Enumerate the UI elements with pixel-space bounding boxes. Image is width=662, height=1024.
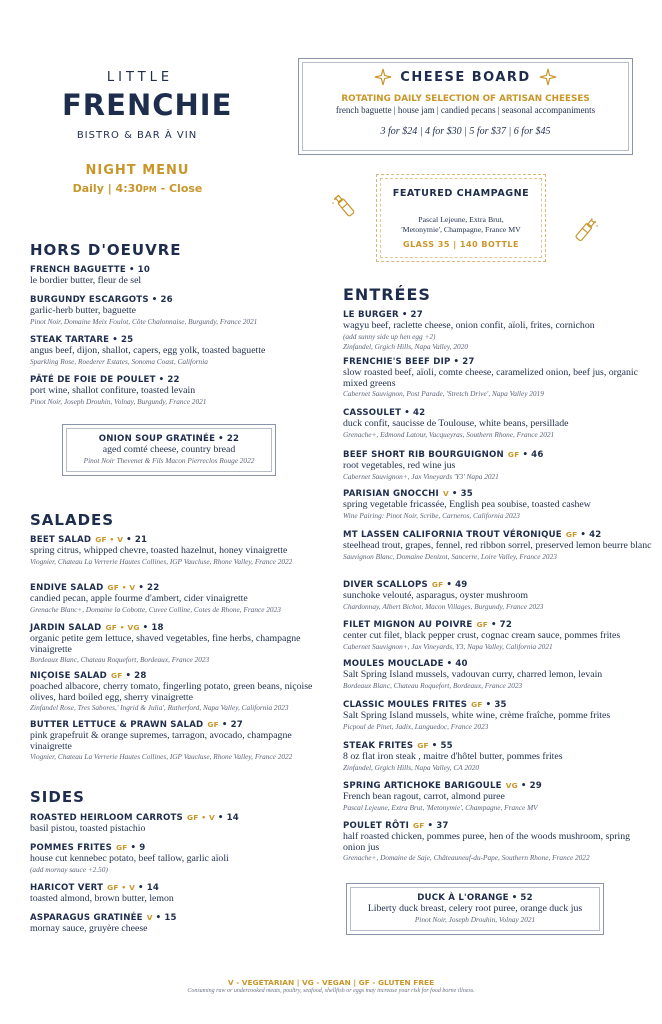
logo-tagline: BISTRO & BAR À VIN (76, 130, 198, 141)
menu-item-poulet-roti (343, 820, 653, 863)
item-wine: Cabernet Sauvignon+, Jax Vineyards 'Y3' Napa 2021 (343, 471, 499, 481)
menu-item-moules-mouclade (343, 659, 653, 691)
menu-item-frenchie-s-beef-dip (343, 357, 653, 399)
duck-desc: Liberty duck breast, celery root puree, orange duck jus (367, 903, 583, 914)
bullet-icon: • (125, 671, 132, 681)
item-wine: Zinfandel Rose, Tres Sabores,' Ingrid & Julia', Rutherford, Napa Valley, California 2023 (30, 703, 289, 712)
item-name: NIÇOISE SALAD (30, 671, 107, 681)
item-name: LE BURGER (343, 310, 399, 320)
menu-item-cassoulet (343, 408, 653, 440)
diet-tag: V (442, 489, 449, 498)
bullet-icon: • (158, 375, 165, 385)
diet-tag: GF (507, 450, 520, 459)
hours-suffix: - Close (156, 182, 203, 195)
diet-tag: GF (115, 843, 128, 852)
item-desc: spring citrus, whipped chevre, toasted hazelnut, honey vinaigrette (30, 545, 288, 556)
hours-prefix: Daily | 4:30 (72, 182, 143, 195)
bullet-icon: • (112, 335, 118, 345)
menu-item-pommes-frites (30, 842, 325, 875)
item-name: POMMES FRITES (30, 843, 112, 853)
menu-item-asparagus-gratinee (30, 912, 325, 935)
bullet-icon: • (138, 883, 144, 893)
onion-soup-label: ONION SOUP GRATINÉE (98, 434, 216, 444)
bullet-icon: • (128, 265, 135, 275)
bullet-icon: • (580, 530, 587, 540)
diet-tag: GF (412, 821, 425, 830)
hours-pm: PM (142, 185, 157, 194)
item-desc: duck confit, saucisse de Toulouse, white beans, persillade (343, 418, 569, 429)
menu-item-burgundy-escargots (30, 295, 325, 327)
duck-item (346, 893, 604, 925)
bullet-icon: • (485, 700, 492, 710)
item-desc: center cut filet, black pepper crust, cognac cream sauce, pommes frites (343, 630, 621, 641)
item-name: MOULES MOUCLADE (343, 659, 444, 669)
item-name: BEET SALAD (30, 535, 92, 545)
duck-name: DUCK À L'ORANGE • 52 (417, 893, 533, 903)
champagne-desc (376, 215, 546, 234)
item-desc: steelhead trout, grapes, fennel, red ribbon sorrel, preserved lemon beurre blanc (343, 540, 652, 551)
item-price: 27 (410, 310, 423, 320)
cheese-board-prices: 3 for $24 | 4 for $30 | 5 for $37 | 6 for $45 (380, 126, 551, 137)
champagne-line2: 'Metonymie', Champagne, France MV (401, 224, 521, 234)
item-desc: garlic-herb butter, baguette (30, 305, 136, 316)
bullet-icon: • (522, 450, 529, 460)
item-name: FRENCH BAGUETTE (30, 265, 126, 275)
bullet-icon: • (130, 843, 137, 853)
menu-item-spring-artichoke-barigoule (343, 780, 653, 813)
item-price: 14 (146, 883, 160, 893)
item-name: PARISIAN GNOCCHI (343, 489, 439, 499)
menu-item-nicoise-salad (30, 670, 325, 713)
item-desc: toasted almond, brown butter, lemon (30, 893, 174, 904)
menu-item-steak-frites (343, 740, 653, 773)
bullet-icon: • (446, 659, 453, 669)
diet-tag: GF (417, 741, 429, 750)
item-name: BURGUNDY ESCARGOTS (30, 295, 149, 305)
champagne-bottle-left-icon (330, 193, 360, 221)
item-name: FRENCHIE'S BEEF DIP (343, 357, 451, 367)
item-price: 14 (226, 813, 239, 823)
menu-item-diver-scallops (343, 579, 653, 612)
item-wine: Bordeaux Blanc, Chateau Roquefort, Bordeaux, France 2023 (343, 680, 523, 690)
item-price: 15 (164, 913, 177, 923)
item-desc: le bordier butter, fleur de sel (30, 275, 142, 286)
onion-soup-desc: aged comté cheese, country bread (102, 444, 236, 455)
item-wine: Cabernet Sauvignon+, Jax Vineyards, Y3, Napa Valley, California 2021 (343, 641, 553, 651)
champagne-prices: GLASS 35 | 140 BOTTLE (403, 240, 519, 249)
cheese-board-desc: french baguette | house jam | candied pecans | seasonal accompaniments (335, 105, 596, 115)
logo-little: LITTLE (106, 70, 174, 85)
bullet-icon: • (401, 310, 408, 320)
item-price: 72 (499, 620, 513, 630)
item-wine: Chardonnay, Albert Bichot, Macon Villages, Burgundy, France 2023 (343, 601, 544, 611)
onion-soup-item (62, 434, 276, 466)
item-wine: Sparkling Rose, Roederer Estates, Sonoma Coast, California (30, 356, 208, 366)
item-price: 55 (440, 741, 453, 751)
item-desc: Salt Spring Island mussels, vadouvan curry, charred lemon, levain (343, 669, 603, 680)
item-price: 18 (151, 623, 164, 633)
menu-item-le-burger (343, 310, 653, 352)
menu-item-roasted-heirloom-carrots (30, 812, 325, 835)
item-desc: pink grapefruit & orange supremes, tarragon, avocado, champagne vinaigrette (30, 730, 292, 752)
item-name: CASSOULET (343, 408, 402, 418)
diet-tag: GF (471, 700, 483, 709)
item-wine: Sauvignon Blanc, Domaine Denizot, Sancerre, Loire Valley, France 2023 (343, 551, 557, 561)
item-desc: spring vegetable fricassée, English pea soubise, toasted cashew (343, 499, 591, 510)
item-price: 9 (139, 843, 146, 853)
bullet-icon: • (221, 720, 228, 730)
item-wine: Viognier, Chateau La Verrerie Hautes Collines, IGP Vaucluse, Rhone Valley, France 2022 (30, 752, 293, 761)
onion-soup-wine: Pinot Noir Thevenet & Fils Macon Pierreclos Rouge 2022 (83, 455, 255, 465)
salades-title: SALADES (30, 511, 115, 529)
bullet-icon: • (431, 741, 438, 751)
item-wine: Pinot Noir, Joseph Drouhin, Volnay, Burgundy, France 2021 (30, 396, 207, 406)
item-wine: Viognier, Chateau La Verrerie Hautes Collines, IGP Vaucluse, Rhone Valley, France 2022 (30, 556, 293, 566)
night-menu-hours (60, 182, 215, 195)
item-desc: sunchoke velouté, asparagus, oyster mushroom (343, 590, 529, 601)
item-price: 35 (494, 700, 507, 710)
bullet-icon: • (138, 583, 145, 593)
item-name: SPRING ARTICHOKE BARIGOULE (343, 781, 502, 791)
item-wine: Grenache+, Edmond Latour, Vacqueyras, Southern Rhone, France 2021 (343, 429, 555, 439)
logo-frenchie: FRENCHIE (62, 88, 233, 122)
item-price: 49 (455, 580, 468, 590)
item-price: 10 (137, 265, 150, 275)
diet-tag: GF (110, 671, 123, 680)
item-desc: poached albacore, cherry tomato, fingerling potato, green beans, niçoise olives, hard boiled egg, sherry vinaigrette (30, 681, 313, 703)
food-safety-notice: Consuming raw or undercooked meats, poultry, seafood, shellfish or eggs may increase your risk for food borne illness. (187, 988, 475, 994)
item-wine: Wine Pairing: Pinot Noir, Scribe, Carneros, California 2023 (343, 510, 520, 520)
item-desc: root vegetables, red wine jus (343, 460, 456, 471)
bullet-icon: • (427, 821, 434, 831)
sides-title: SIDES (30, 788, 85, 806)
item-name: STEAK TARTARE (30, 335, 110, 345)
item-desc: mornay sauce, gruyère cheese (30, 923, 148, 934)
bullet-icon: • (126, 535, 132, 545)
item-name: DIVER SCALLOPS (343, 580, 428, 590)
item-price: 28 (134, 671, 147, 681)
item-wine: (add sunny side up hen egg +2) (343, 331, 436, 341)
menu-item-beef-short-rib-bourguignon (343, 449, 653, 482)
item-name: POULET RÔTI (343, 821, 409, 831)
diet-tag: GF • V (107, 583, 136, 592)
item-desc: angus beef, dijon, shallot, capers, egg yolk, toasted baguette (30, 345, 266, 356)
menu-item-beet-salad (30, 534, 325, 567)
item-name: ASPARAGUS GRATINÉE (30, 913, 143, 923)
item-name: BUTTER LETTUCE & PRAWN SALAD (30, 720, 204, 730)
bullet-icon: • (155, 913, 162, 923)
menu-item-french-baguette (30, 265, 325, 287)
item-wine: Grenache+, Domaine de Saje, Châteauneuf-du-Pape, Southern Rhone, France 2022 (343, 853, 590, 862)
item-price: 35 (460, 489, 473, 499)
menu-item-mt-lassen-california-trout-veronique (343, 529, 653, 562)
item-wine: Pascal Lejeune, Extra Brut, 'Metonymie', Champagne, France MV (343, 802, 538, 812)
item-price: 27 (462, 357, 475, 367)
bullet-icon: • (217, 813, 224, 823)
menu-item-parisian-gnocchi (343, 488, 653, 521)
onion-soup-name: ONION SOUP GRATINÉE • 22 (98, 434, 240, 444)
item-wine: Grenache Blanc+, Domaine la Cobotte, Cuvee Colline, Cotes de Rhone, France 2023 (30, 604, 281, 614)
item-price: 26 (160, 295, 173, 305)
item-desc: Salt Spring Island mussels, white wine, crème fraîche, pomme frites (343, 710, 611, 721)
diet-tag: GF (431, 580, 444, 589)
duck-label: DUCK À L'ORANGE (417, 893, 509, 903)
bullet-icon: • (151, 295, 158, 305)
item-desc: half roasted chicken, pommes puree, hen of the woods mushroom, spring onion jus (343, 831, 631, 853)
champagne-line1: Pascal Lejeune, Extra Brut, (418, 215, 504, 224)
menu-item-classic-moules-frites (343, 699, 653, 732)
item-price: 40 (455, 659, 468, 669)
cheese-board-title: CHEESE BOARD (400, 70, 531, 85)
item-wine: Pinot Noir, Domaine Meix Foulot, Côte Chalonnaise, Burgundy, France 2021 (30, 316, 258, 326)
item-name: STEAK FRITES (343, 741, 414, 751)
bullet-icon: • (142, 623, 149, 633)
diet-tag: GF (207, 720, 219, 729)
hors-title: HORS D'OEUVRE (30, 241, 182, 259)
item-desc: wagyu beef, raclette cheese, onion confit, aïoli, frites, cornichon (343, 320, 595, 331)
bullet-icon: • (446, 580, 453, 590)
item-name: ENDIVE SALAD (30, 583, 104, 593)
item-price: 29 (529, 781, 542, 791)
bullet-icon: • (520, 781, 527, 791)
diet-tag: GF (565, 530, 578, 539)
diet-tag: GF • V (107, 883, 136, 892)
menu-item-haricot-vert (30, 882, 325, 905)
duck-price: 52 (520, 893, 533, 903)
champagne-title: FEATURED CHAMPAGNE (392, 188, 530, 199)
item-desc: organic petite gem lettuce, shaved vegetables, fine herbs, champagne vinaigrette (30, 633, 301, 655)
diet-tag: GF • VG (105, 623, 140, 632)
item-name: PÂTÉ DE FOIE DE POULET (30, 375, 156, 385)
menu-item-butter-lettuce-prawn-salad (30, 719, 325, 762)
item-wine: Zinfandel, Grgich Hills, Napa Valley, 2020 (343, 341, 468, 351)
item-name: HARICOT VERT (30, 883, 104, 893)
item-desc: basil pistou, toasted pistachio (30, 823, 146, 834)
item-price: 22 (167, 375, 180, 385)
item-price: 22 (147, 583, 160, 593)
duck-wine: Pinot Noir, Joseph Drouhin, Volnay 2021 (414, 914, 536, 924)
item-name: JARDIN SALAD (30, 623, 102, 633)
champagne-bottle-right-icon (568, 216, 600, 246)
item-price: 46 (531, 450, 544, 460)
item-desc: slow roasted beef, aïoli, comte cheese, caramelized onion, beef jus, organic mixed greens (343, 367, 638, 389)
diet-tag: GF • V (95, 535, 124, 544)
item-desc: port wine, shallot confiture, toasted levain (30, 385, 196, 396)
bullet-icon: • (490, 620, 497, 630)
night-menu-title: NIGHT MENU (85, 163, 190, 178)
menu-item-pate-de-foie-de-poulet (30, 375, 325, 407)
item-name: FILET MIGNON AU POIVRE (343, 620, 473, 630)
diet-legend: V - VEGETARIAN | VG - VEGAN | GF - GLUTEN FREE (227, 978, 435, 987)
item-desc: house cut kennebec potato, beef tallow, garlic aïoli (30, 853, 229, 864)
diet-tag: GF (476, 620, 488, 629)
item-name: CLASSIC MOULES FRITES (343, 700, 468, 710)
bullet-icon: • (453, 357, 460, 367)
menu-item-endive-salad (30, 582, 325, 615)
item-price: 27 (230, 720, 243, 730)
item-wine: (add mornay sauce +2.50) (30, 864, 108, 874)
item-name: BEEF SHORT RIB BOURGUIGNON (343, 450, 504, 460)
menu-item-jardin-salad (30, 622, 325, 665)
item-wine: Picpoul de Pinet, Jadix, Languedoc, France 2023 (343, 721, 489, 731)
item-desc: 8 oz flat iron steak , maitre d'hôtel butter, pommes frites (343, 751, 563, 762)
item-price: 37 (436, 821, 449, 831)
item-price: 21 (134, 535, 148, 545)
item-wine: Zinfandel, Grgich Hills, Napa Valley, CA 2020 (343, 762, 480, 772)
cheese-board-subtitle: ROTATING DAILY SELECTION OF ARTISAN CHEESES (341, 94, 590, 104)
menu-item-filet-mignon-au-poivre (343, 619, 653, 652)
entrees-title: ENTRÉES (343, 285, 431, 304)
item-price: 42 (589, 530, 602, 540)
item-desc: French bean ragout, carrot, almond puree (343, 791, 505, 802)
diet-tag: V (146, 913, 153, 922)
item-price: 25 (120, 335, 134, 345)
bullet-icon: • (404, 408, 410, 418)
onion-soup-price: 22 (226, 434, 240, 444)
diet-tag: GF • V (186, 813, 215, 822)
menu-item-steak-tartare (30, 335, 325, 367)
item-desc: candied pecan, apple fourme d'ambert, cider vinaigrette (30, 593, 248, 604)
item-name: ROASTED HEIRLOOM CARROTS (30, 813, 183, 823)
item-wine: Cabernet Sauvignon, Post Parade, 'Stretch Drive', Napa Valley 2019 (343, 389, 544, 398)
item-wine: Bordeaux Blanc, Chateau Roquefort, Bordeaux, France 2023 (30, 655, 210, 664)
item-price: 42 (412, 408, 426, 418)
item-name: MT LASSEN CALIFORNIA TROUT VÉRONIQUE (343, 530, 562, 540)
logo-arc-icon (90, 72, 190, 88)
bullet-icon: • (451, 489, 458, 499)
diet-tag: VG (505, 781, 518, 790)
